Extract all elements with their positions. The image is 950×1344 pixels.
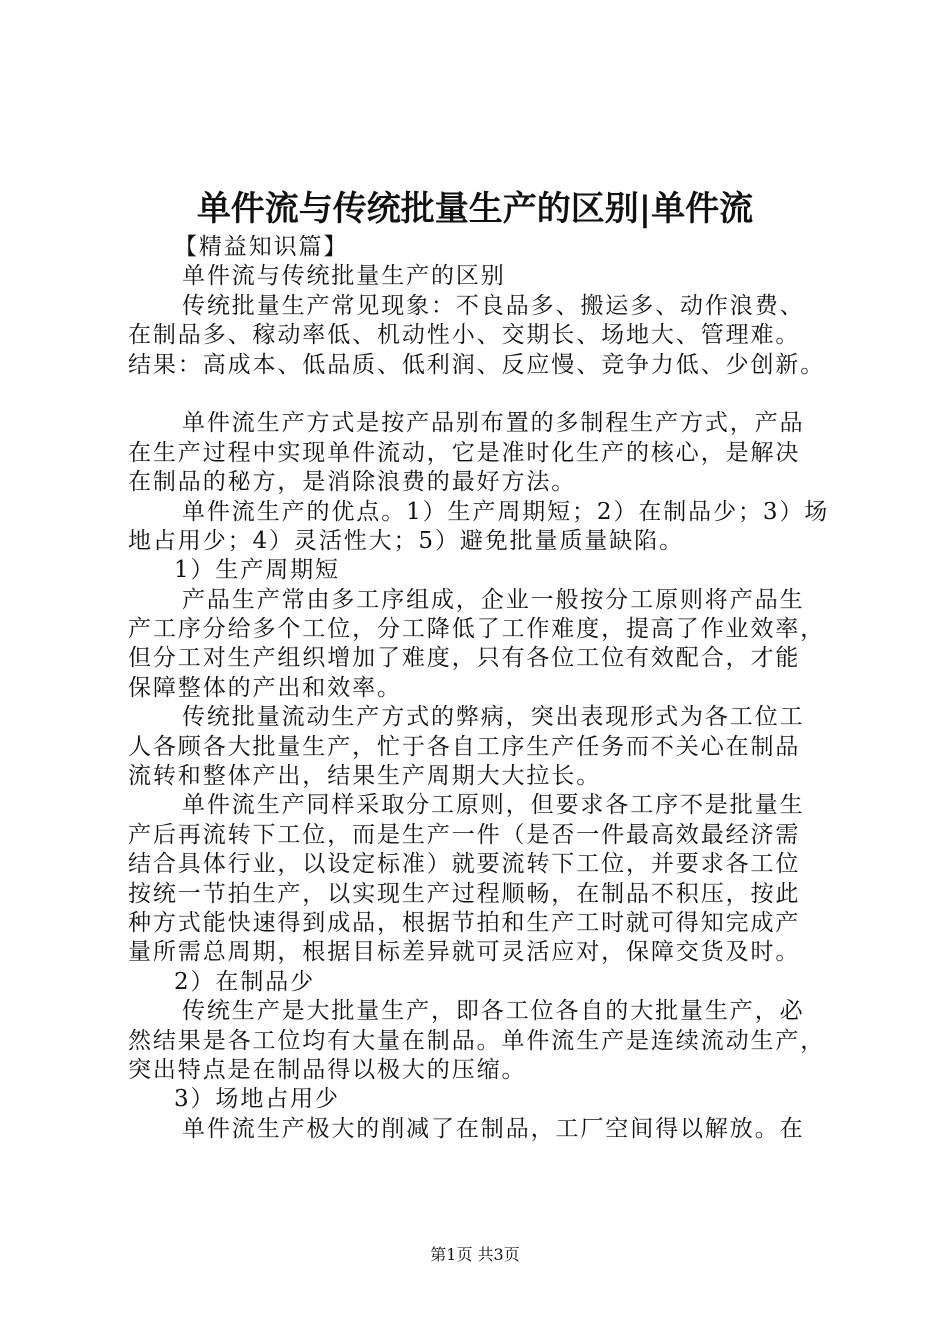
paragraph-line: 单件流生产极大的削减了在制品，工厂空间得以解放。在 xyxy=(182,1115,805,1142)
paragraph-line: 产品生产常由多工序组成，企业一般按分工原则将产品生 xyxy=(182,586,805,613)
blank-line xyxy=(128,380,850,409)
paragraph-line: 传统批量生产常见现象：不良品多、搬运多、动作浪费、 xyxy=(182,292,805,319)
paragraph-line: 种方式能快速得到成品，根据节拍和生产工时就可得知完成产 xyxy=(128,909,801,936)
paragraph-line: 在制品多、稼动率低、机动性小、交期长、场地大、管理难。 xyxy=(128,322,801,349)
paragraph-line: 但分工对生产组织增加了难度，只有各位工位有效配合，才能 xyxy=(128,645,801,672)
document-title: 单件流与传统批量生产的区别|单件流 xyxy=(196,189,754,229)
paragraph-line: 在制品的秘方，是消除浪费的最好方法。 xyxy=(128,469,577,496)
paragraph-line: 单件流生产的优点。1）生产周期短；2）在制品少；3）场 xyxy=(182,498,830,525)
page-footer: 第1页 共3页 xyxy=(430,1245,520,1264)
paragraph-line: 传统生产是大批量生产，即各工位各自的大批量生产，必 xyxy=(182,998,805,1025)
paragraph-line: 保障整体的产出和效率。 xyxy=(128,674,402,701)
paragraph-line: 产后再流转下工位，而是生产一件（是否一件最高效最经济需 xyxy=(128,821,801,848)
paragraph-line: 单件流生产同样采取分工原则，但要求各工序不是批量生 xyxy=(182,792,805,819)
section-heading: 1）生产周期短 xyxy=(174,557,340,584)
paragraph-line: 地占用少；4）灵活性大；5）避免批量质量缺陷。 xyxy=(128,527,684,554)
paragraph-line: 产工序分给多个工位，分工降低了工作难度，提高了作业效率， xyxy=(128,616,826,643)
paragraph-line: 按统一节拍生产，以实现生产过程顺畅，在制品不积压，按此 xyxy=(128,880,801,907)
paragraph-line: 在生产过程中实现单件流动，它是准时化生产的核心，是解决 xyxy=(128,439,801,466)
paragraph-line: 单件流生产方式是按产品别布置的多制程生产方式，产品 xyxy=(182,410,805,437)
paragraph-line: 量所需总周期，根据目标差异就可灵活应对，保障交货及时。 xyxy=(128,939,801,966)
document-body xyxy=(128,233,850,1144)
paragraph-line: 流转和整体产出，结果生产周期大大拉长。 xyxy=(128,763,602,790)
paragraph-line: 传统批量流动生产方式的弊病，突出表现形式为各工位工 xyxy=(182,704,805,731)
section-label: 【精益知识篇】 xyxy=(174,234,349,260)
subtitle: 单件流与传统批量生产的区别 xyxy=(182,263,506,290)
section-heading: 3）场地占用少 xyxy=(174,1086,340,1113)
paragraph-line: 结合具体行业，以设定标准）就要流转下工位，并要求各工位 xyxy=(128,851,801,878)
section-heading: 2）在制品少 xyxy=(174,968,316,995)
paragraph-line: 结果：高成本、低品质、低利润、反应慢、竞争力低、少创新。 xyxy=(128,351,826,378)
paragraph-line: 然结果是各工位均有大量在制品。单件流生产是连续流动生产， xyxy=(128,1027,826,1054)
paragraph-line: 人各顾各大批量生产，忙于各自工序生产任务而不关心在制品 xyxy=(128,733,801,760)
paragraph-line: 突出特点是在制品得以极大的压缩。 xyxy=(128,1056,527,1083)
